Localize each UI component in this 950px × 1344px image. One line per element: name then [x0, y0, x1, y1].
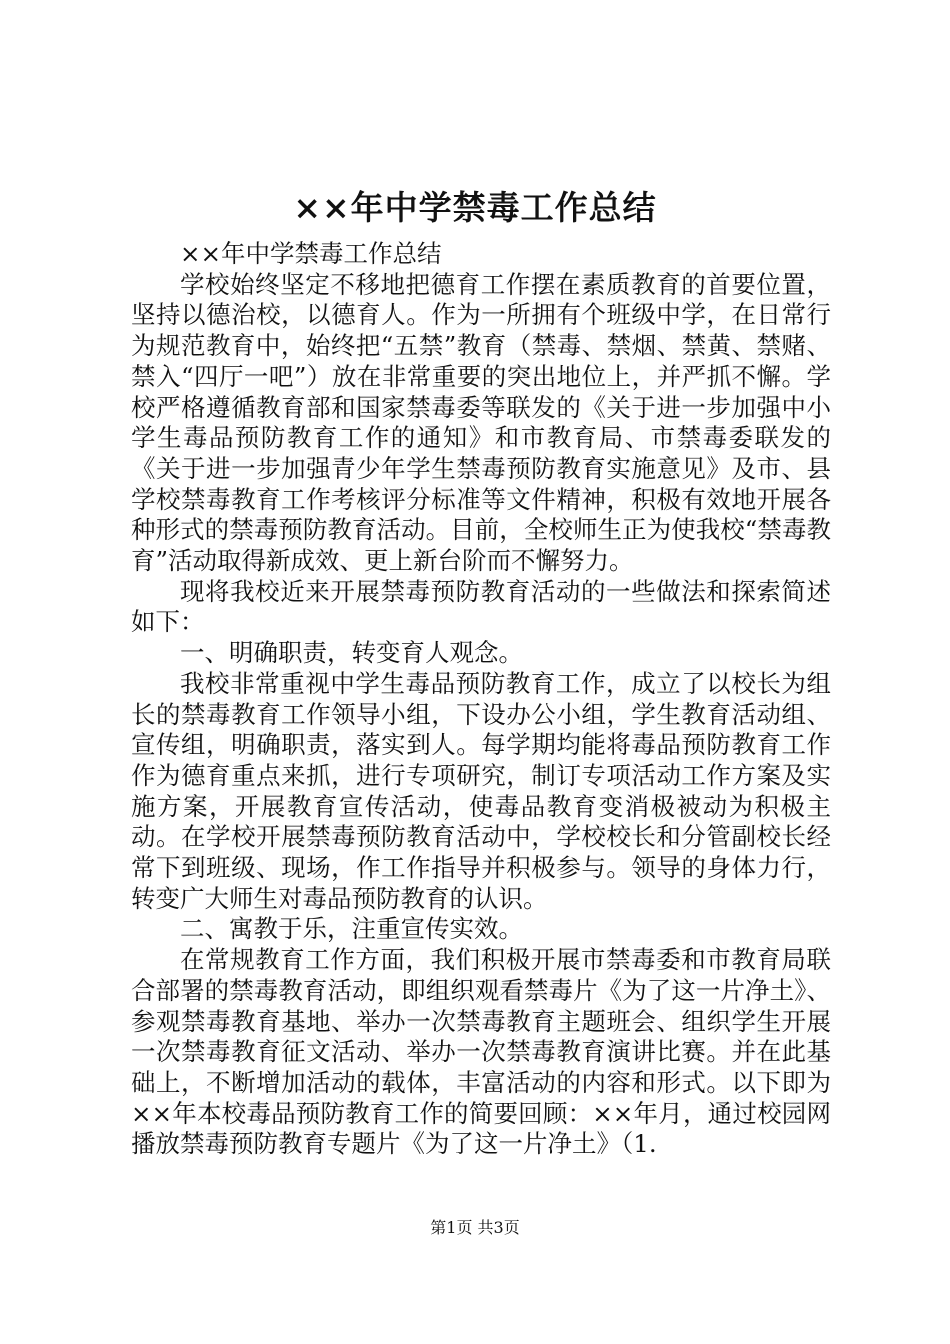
section-heading-2: 二、寓教于乐，注重宣传实效。 [180, 914, 523, 944]
document-body [131, 239, 831, 1160]
page-footer: 第1页 共3页 [430, 1218, 520, 1237]
document-title: ××年中学禁毒工作总结 [293, 188, 657, 227]
paragraph-intro: 学校始终坚定不移地把德育工作摆在素质教育的首要位置，坚持以德治校，以德育人。作为一所拥有个班级中学，在日常行为规范教育中，始终把“五禁”教育（禁毒、禁烟、禁黄、禁赌、禁入“四厅一吧”）放在非常重要的突出地位上，并严抓不懈。学校严格遵循教育部和国家禁毒委等联发的《关于进一步加强中小学生毒品预防教育工作的通知》和市教育局、市禁毒委联发的《关于进一步加强青少年学生禁毒预防教育实施意见》及市、县学校禁毒教育工作考核评分标准等文件精神，积极有效地开展各种形式的禁毒预防教育活动。目前，全校师生正为使我校“禁毒教育”活动取得新成效、更上新台阶而不懈努力。 [131, 269, 831, 576]
paragraph-summary-lead: 现将我校近来开展禁毒预防教育活动的一些做法和探索简述如下： [131, 576, 831, 637]
paragraph-section-2: 在常规教育工作方面，我们积极开展市禁毒委和市教育局联合部署的禁毒教育活动，即组织观看禁毒片《为了这一片净土》、参观禁毒教育基地、举办一次禁毒教育主题班会、组织学生开展一次禁毒教育征文活动、举办一次禁毒教育演讲比赛。并在此基础上，不断增加活动的载体，丰富活动的内容和形式。以下即为××年本校毒品预防教育工作的简要回顾：××年月，通过校园网播放禁毒预防教育专题片《为了这一片净土》（1. [131, 945, 831, 1159]
section-heading-1: 一、明确职责，转变育人观念。 [180, 638, 523, 668]
paragraph-section-1: 我校非常重视中学生毒品预防教育工作，成立了以校长为组长的禁毒教育工作领导小组，下设办公小组，学生教育活动组、宣传组，明确职责，落实到人。每学期均能将毒品预防教育工作作为德育重点来抓，进行专项研究，制订专项活动工作方案及实施方案，开展教育宣传活动，使毒品教育变消极被动为积极主动。在学校开展禁毒预防教育活动中，学校校长和分管副校长经常下到班级、现场，作工作指导并积极参与。领导的身体力行，转变广大师生对毒品预防教育的认识。 [131, 668, 831, 913]
paragraph-subtitle: ××年中学禁毒工作总结 [180, 239, 442, 268]
